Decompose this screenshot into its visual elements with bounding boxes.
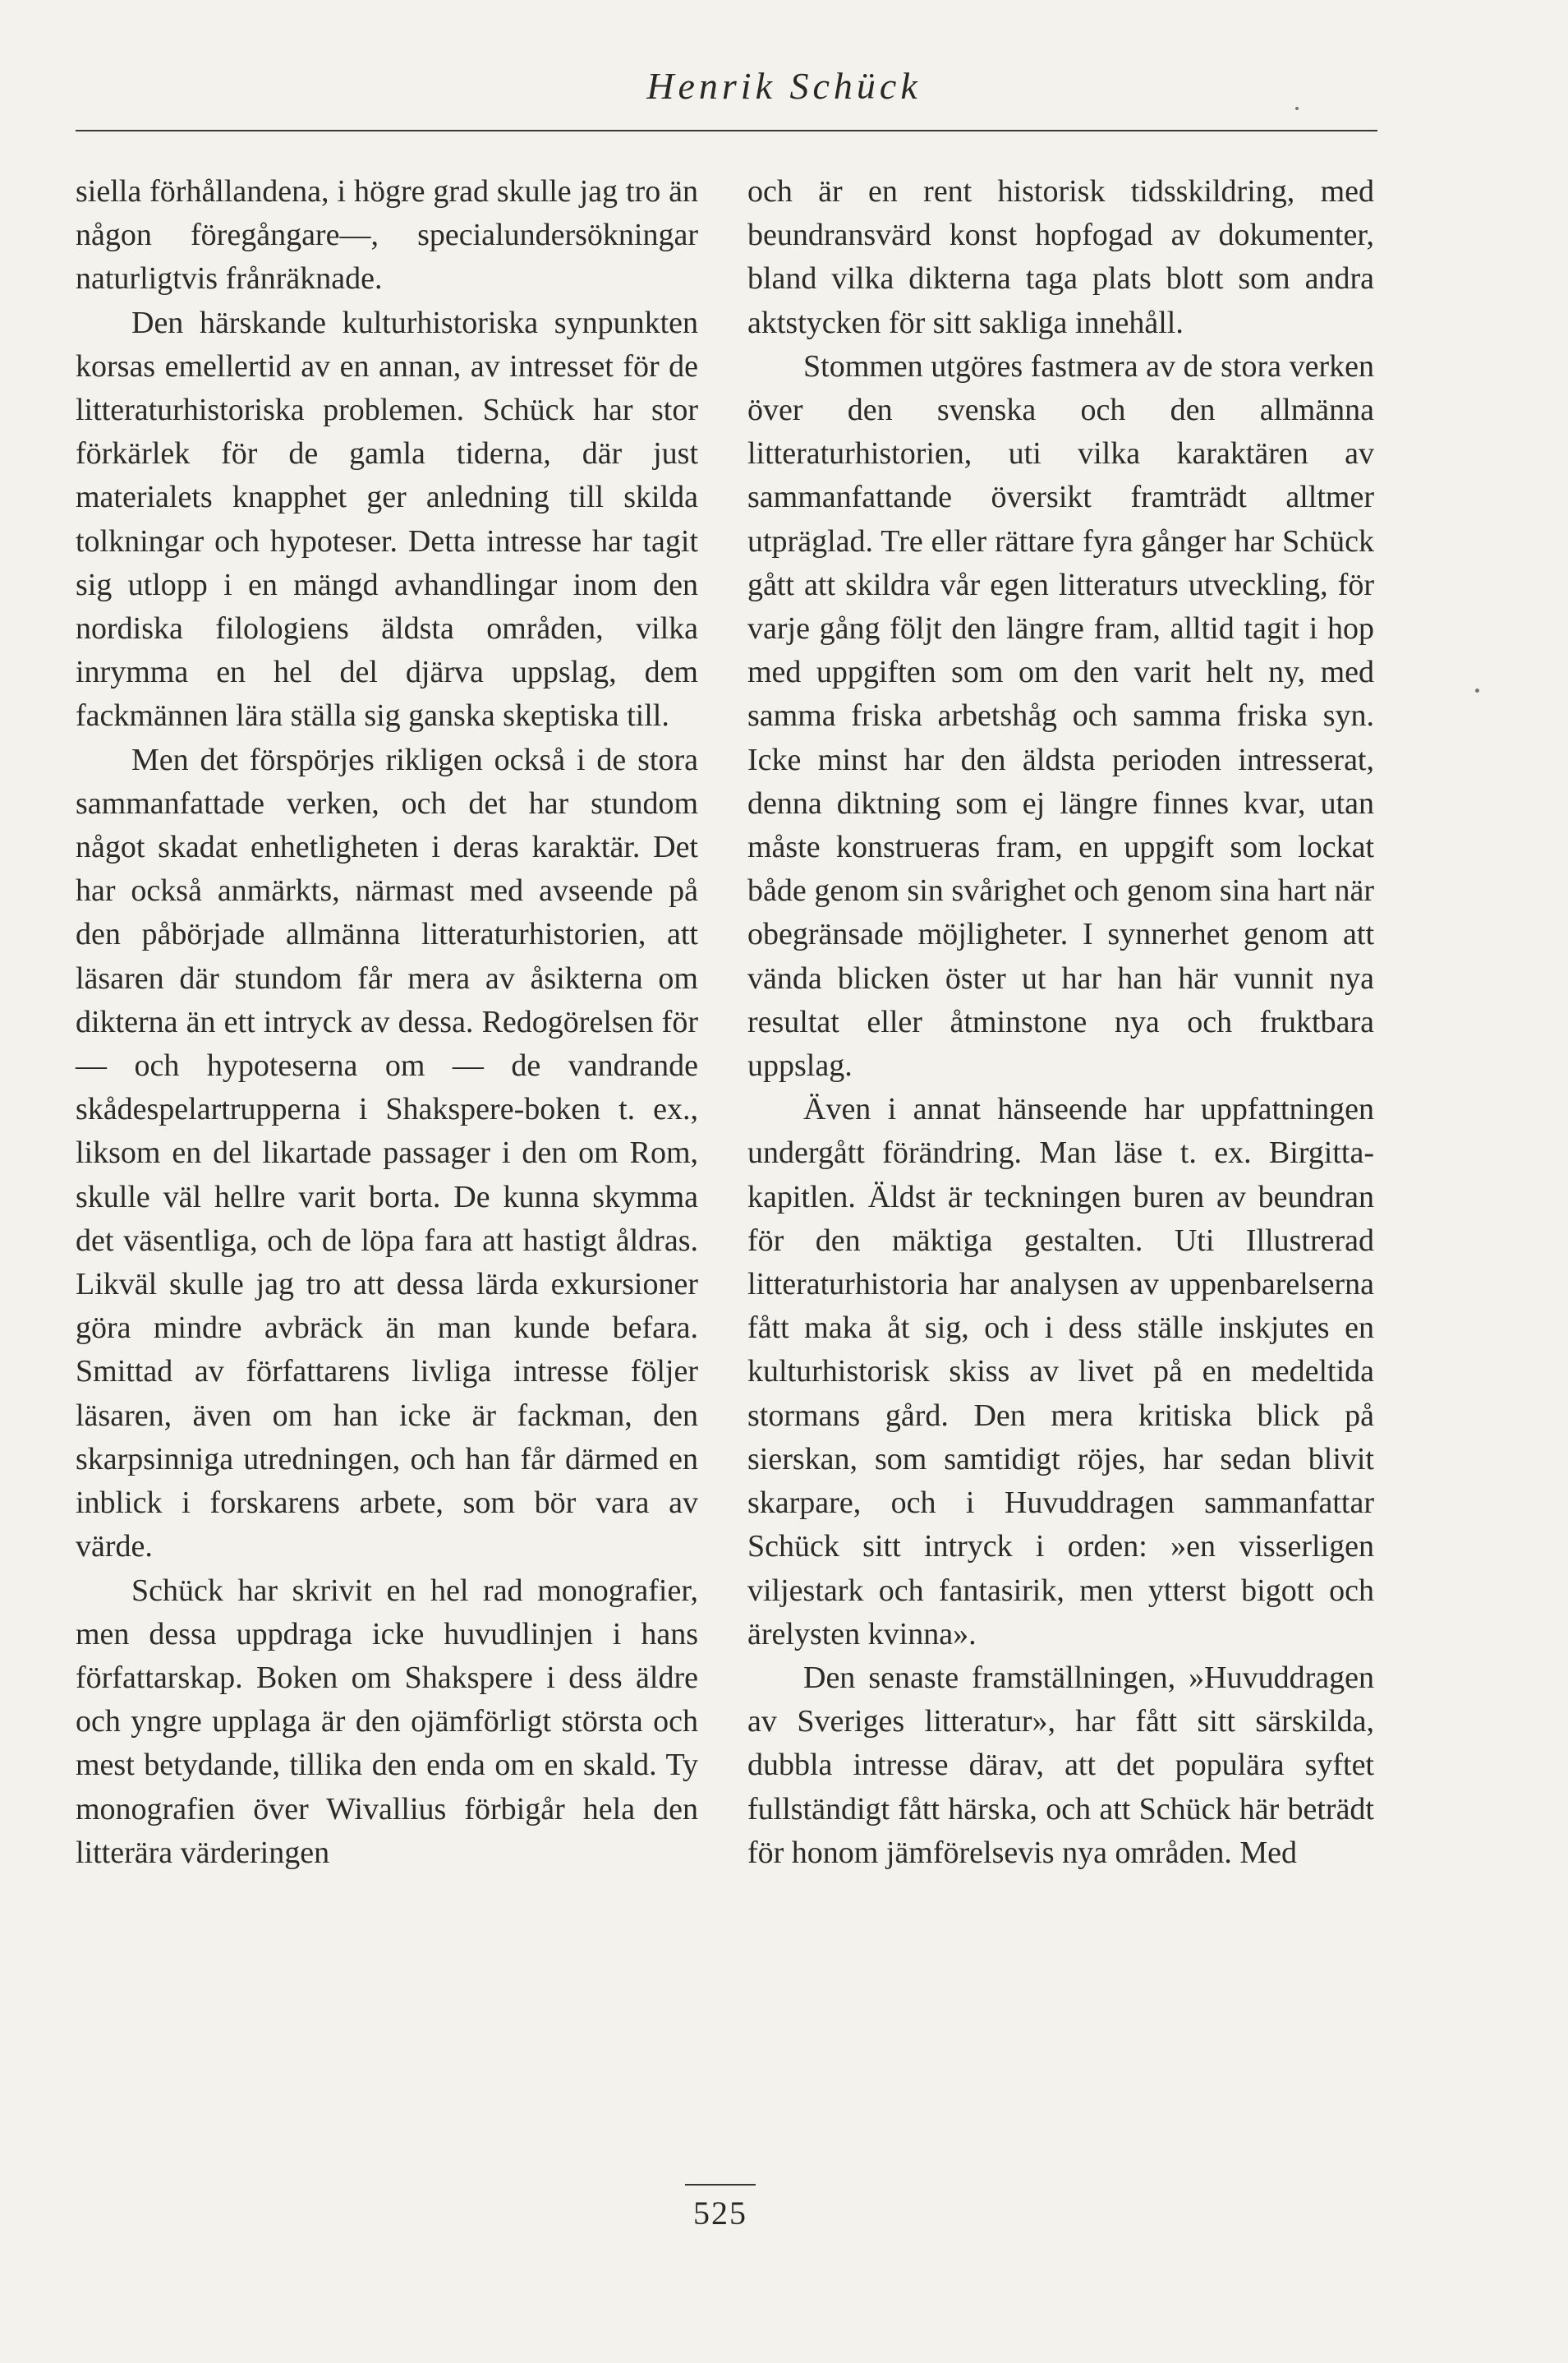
paragraph: Men det förspörjes rikligen också i de stora sammanfattade verken, och det har stundom något skadat enhetligheten i deras karaktär. Det har också anmärkts, närmast med avseende på den påbörjade allmänna litteraturhistorien, att läsaren där stundom får mera av åsikterna om dikterna än ett intryck av dessa. Redogörelsen för — och hypoteserna om — de vandrande skådespelartrupperna i Shakspere-boken t. ex., liksom en del likartade passager i den om Rom, skulle väl hellre varit borta. De kunna skymma det väsentliga, och de löpa fara att hastigt åldras. Likväl skulle jag tro att dessa lärda exkursioner göra mindre avbräck än man kunde befara. Smittad av författarens livliga intresse följer läsaren, även om han icke är fackman, den skarpsinniga utredningen, och han får därmed en inblick i forskarens arbete, som bör vara av värde. bbox=[76, 742, 698, 1564]
folio-rule bbox=[685, 2184, 756, 2186]
paragraph: Den härskande kulturhistoriska synpunkten korsas emellertid av en annan, av intresset för de litteraturhistoriska problemen. Schück har stor förkärlek för de gamla tiderna, där just materialets knapphet ger anledning till skilda tolkningar och hypoteser. Detta intresse har tagit sig utlopp i en mängd avhandlingar inom den nordiska filologiens äldsta områden, vilka inrymma en hel del djärva uppslag, dem fackmännen lära ställa sig ganska skeptiska till. bbox=[76, 305, 698, 734]
right-column bbox=[747, 170, 1374, 1875]
paragraph: Stommen utgöres fastmera av de stora verken över den svenska och den allmänna litteraturhistorien, uti vilka karaktären av sammanfattande översikt framträdt alltmer utpräglad. Tre eller rättare fyra gånger har Schück gått att skildra vår egen litteraturs utveckling, för varje gång följt den längre fram, alltid tagit i hop med uppgiften som om den varit helt ny, med samma friska arbetshåg och samma friska syn. Icke minst har den äldsta perioden intresserat, denna diktning som ej längre finnes kvar, utan måste konstrueras fram, en uppgift som lockat både genom sin svårighet och genom sina hart när obegränsade möjligheter. I synnerhet genom att vända blicken öster ut har han här vunnit nya resultat eller åtminstone nya och fruktbara uppslag. bbox=[747, 348, 1374, 1084]
paragraph: Den senaste framställningen, »Huvuddragen av Sveriges litteratur», har fått sitt särskilda, dubbla intresse därav, att det populära syftet fullständigt fått härska, och att Schück här beträdt för honom jämförelsevis nya områden. Med bbox=[747, 1660, 1374, 1870]
left-column bbox=[76, 170, 698, 1875]
header-rule bbox=[76, 130, 1377, 131]
paper-speck bbox=[1475, 689, 1479, 693]
paragraph: Även i annat hänseende har uppfattningen undergått förändring. Man läse t. ex. Birgitta-kapitlen. Äldst är teckningen buren av beundran för den mäktiga gestalten. Uti Illustrerad litteraturhistoria har analysen av uppenbarelserna fått maka åt sig, och i dess ställe inskjutes en kulturhistorisk skiss av livet på en medeltida stormans gård. Den mera kritiska blick på sierskan, som samtidigt röjes, har sedan blivit skarpare, och i Huvuddragen sammanfattar Schück sitt intryck i orden: »en visserligen viljestark och fantasirik, men ytterst bigott och ärelysten kvinna». bbox=[747, 1092, 1374, 1651]
paragraph: Schück har skrivit en hel rad monografier, men dessa uppdraga icke huvudlinjen i hans författarskap. Boken om Shakspere i dess äldre och yngre upplaga är den ojämförligt största och mest betydande, tillika den enda om en skald. Ty monografien över Wivallius förbigår hela den litterära värderingen bbox=[76, 1573, 698, 1870]
paragraph: och är en rent historisk tidsskildring, med beundransvärd konst hopfogad av dokumenter, bland vilka dikterna taga plats blott som andra aktstycken för sitt sakliga innehåll. bbox=[747, 174, 1374, 340]
running-head: Henrik Schück bbox=[646, 65, 922, 107]
paragraph: siella förhållandena, i högre grad skulle jag tro än någon föregångare—, specialundersökningar naturligtvis frånräknade. bbox=[76, 174, 698, 297]
paper-speck bbox=[1295, 107, 1299, 110]
page-number: 525 bbox=[693, 2195, 747, 2232]
